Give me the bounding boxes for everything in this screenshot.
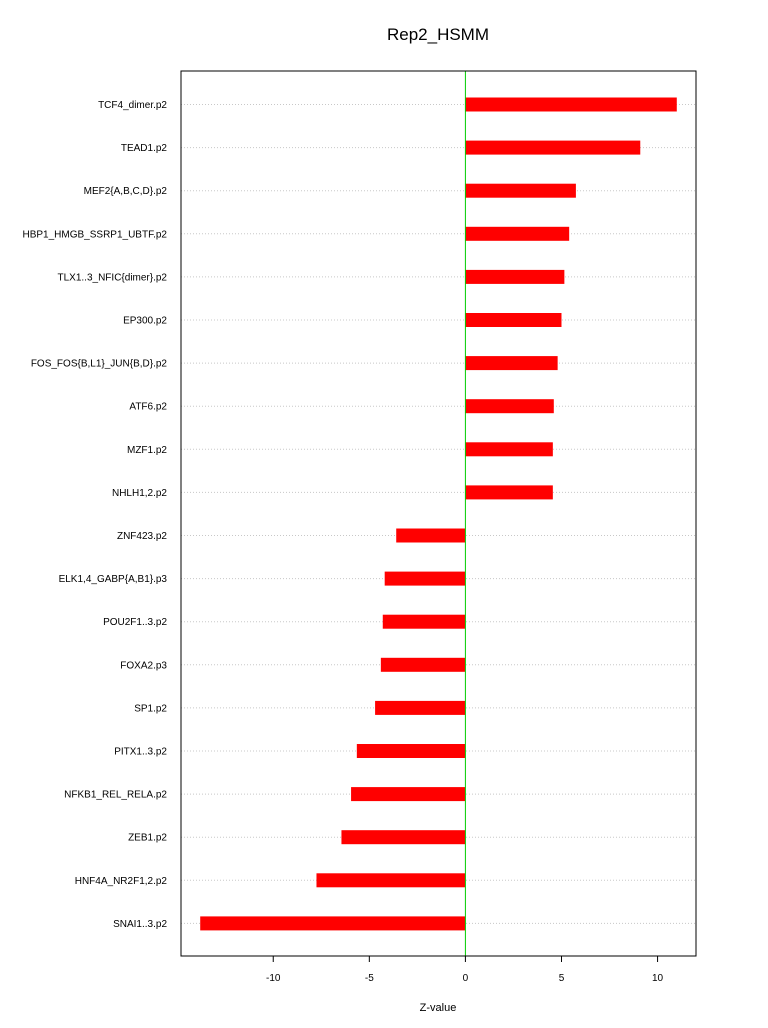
category-label: MZF1.p2 (126, 444, 167, 456)
x-axis-label: Z-value (419, 1002, 457, 1014)
x-tick-label: 0 (462, 973, 469, 984)
bar (465, 442, 552, 456)
category-label: FOS_FOS{B,L1}_JUN{B,D}.p2 (30, 358, 167, 370)
bar (465, 313, 561, 327)
category-label: SP1.p2 (134, 703, 167, 715)
plot-frame (181, 71, 696, 956)
category-label: ZEB1.p2 (128, 832, 167, 844)
category-label: TEAD1.p2 (120, 143, 167, 155)
category-label: MEF2{A,B,C,D}.p2 (83, 186, 167, 198)
bar (341, 830, 465, 844)
bar (375, 701, 465, 715)
bar (383, 615, 466, 629)
category-labels (22, 100, 167, 930)
bar (465, 98, 676, 112)
category-label: HNF4A_NR2F1,2.p2 (74, 875, 167, 887)
chart-title: Rep2_HSMM (386, 25, 490, 44)
category-label: ELK1,4_GABP{A,B1}.p3 (58, 574, 167, 586)
category-label: POU2F1..3.p2 (103, 617, 167, 629)
category-label: HBP1_HMGB_SSRP1_UBTF.p2 (22, 229, 167, 241)
category-label: PITX1..3.p2 (114, 746, 167, 758)
bar (465, 270, 564, 284)
bar (351, 787, 465, 801)
category-label: NFKB1_REL_RELA.p2 (64, 789, 167, 801)
bar (465, 356, 557, 370)
bar (396, 529, 465, 543)
category-label: TCF4_dimer.p2 (98, 100, 167, 111)
bar (465, 184, 575, 198)
category-label: EP300.p2 (123, 315, 167, 327)
bar (465, 399, 553, 413)
x-tick-label: 10 (652, 973, 664, 984)
bar (381, 658, 466, 672)
bar (357, 744, 466, 758)
category-label: NHLH1,2.p2 (111, 487, 167, 499)
bar (465, 141, 640, 155)
x-tick-label: 5 (558, 973, 565, 984)
x-tick-label: -10 (266, 973, 281, 984)
bar (316, 873, 465, 887)
category-label: ZNF423.p2 (116, 531, 167, 542)
category-label: SNAI1..3.p2 (113, 918, 167, 930)
category-label: FOXA2.p3 (120, 660, 167, 672)
bar (385, 572, 466, 586)
category-label: TLX1..3_NFIC{dimer}.p2 (57, 272, 167, 284)
bars (200, 98, 677, 931)
bar (200, 916, 465, 930)
bar (465, 485, 552, 499)
x-tick-label: -5 (364, 973, 374, 984)
bar (465, 227, 569, 241)
x-axis (266, 956, 664, 984)
category-label: ATF6.p2 (129, 401, 167, 413)
